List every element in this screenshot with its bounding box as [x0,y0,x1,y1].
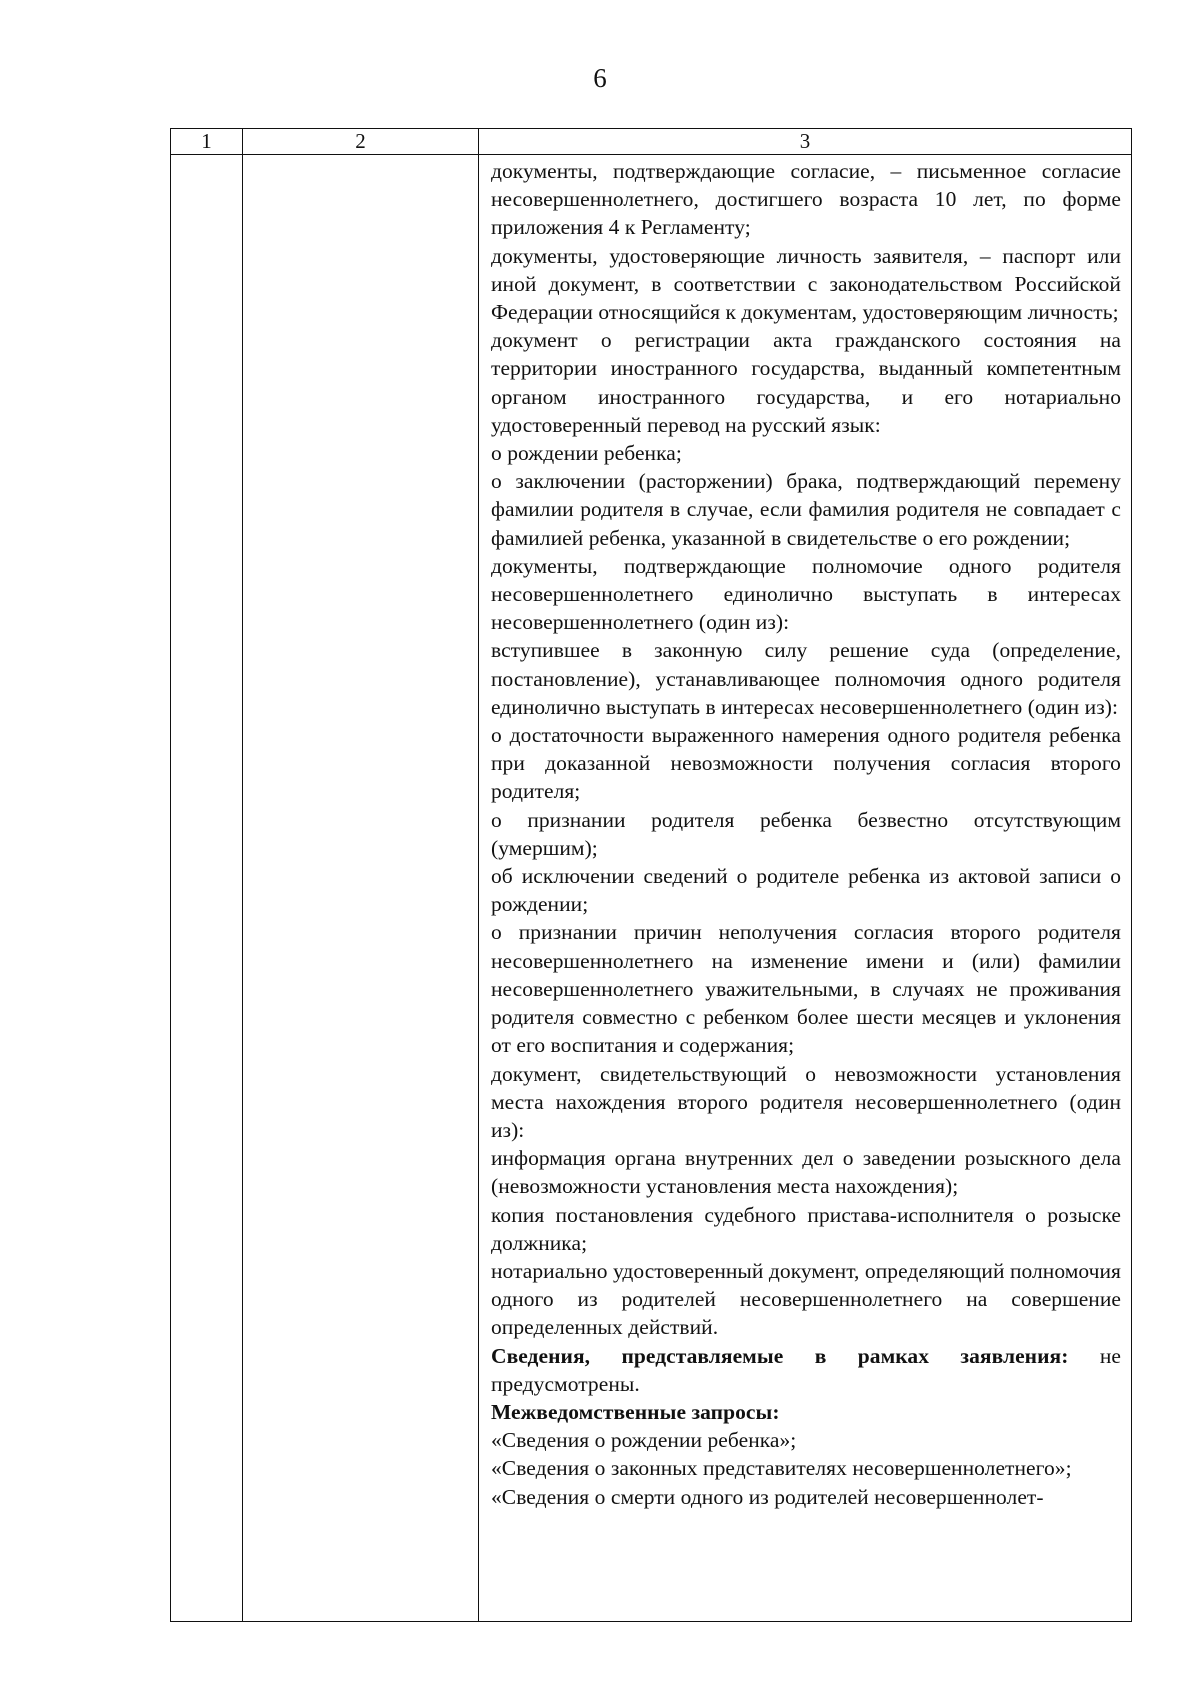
header-col-3: 3 [479,129,1132,155]
paragraph-birth: о рождении ребенка; [491,441,682,466]
paragraph-valid-reasons: о признании причин неполучения согласия второго родителя несовершеннолетнего на изменение имени и (или) фамилии несовершеннолетнего уважительными, в случаях не проживания родителя совместно с ребенком более шести месяцев и уклонения от его воспитания и содержания; [491,920,1121,1058]
header-col-1: 1 [171,129,243,155]
requirements-table [170,128,1132,1622]
table-row [171,155,1132,1622]
header-col-2: 2 [243,129,479,155]
paragraph-foreign-registration: документ о регистрации акта гражданского состояния на территории иностранного государства, выданный компетентным органом иностранного государства, и его нотариально удостоверенный перевод на русский язык: [491,328,1121,437]
paragraph-single-parent-authority: документы, подтверждающие полномочие одного родителя несовершеннолетнего единолично выступать в интересах несовершеннолетнего (один из): [491,553,1121,635]
cell-col-3 [479,155,1132,1622]
application-info-heading: Сведения, представляемые в рамках заявления: [491,1343,1069,1368]
cell-col-1 [171,155,243,1622]
cell-col-2 [243,155,479,1622]
page-number: 6 [593,63,607,93]
paragraph-notarial-document: нотариально удостоверенный документ, определяющий полномочия одного из родителей несовершеннолетнего на совершение определенных действий. [491,1258,1121,1340]
paragraph-police-search: информация органа внутренних дел о заведении розыскного дела (невозможности установления места нахождения); [491,1146,1121,1199]
request-birth-info: «Сведения о рождении ребенка»; [491,1428,797,1453]
table-header [171,129,1132,155]
paragraph-bailiff-order: копия постановления судебного пристава-исполнителя о розыске должника; [491,1202,1121,1255]
paragraph-location-unknown: документ, свидетельствующий о невозможности установления места нахождения второго родителя несовершеннолетнего (один из): [491,1061,1121,1142]
paragraph-court-decision: вступившее в законную силу решение суда (определение, постановление), устанавливающее полномочия одного родителя единолично выступать в интересах несовершеннолетнего (один из): [491,638,1121,719]
request-parent-death: «Сведения о смерти одного из родителей несовершеннолет- [491,1484,1044,1509]
header-row [171,129,1132,155]
paragraph-consent-documents: документы, подтверждающие согласие, – письменное согласие несовершеннолетнего, достигшего возраста 10 лет, по форме приложения 4 к Регламенту; [491,159,1121,240]
request-legal-representatives: «Сведения о законных представителях несовершеннолетнего»; [491,1456,1072,1481]
paragraph-identity-documents: документы, удостоверяющие личность заявителя, – паспорт или иной документ, в соответствии с законодательством Российской Федерации относящийся к документам, удостоверяющим личность; [491,243,1121,325]
paragraph-application-info [491,1342,1121,1398]
paragraph-marriage: о заключении (расторжении) брака, подтверждающий перемену фамилии родителя в случае, если фамилия родителя не совпадает с фамилией ребенка, указанной в свидетельстве о его рождении; [491,469,1121,550]
paragraph-record-exclusion: об исключении сведений о родителе ребенка из актовой записи о рождении; [491,864,1121,917]
application-info-value: не предусмотрены. [491,1343,1121,1396]
paragraph-missing-parent: о признании родителя ребенка безвестно отсутствующим (умершим); [491,807,1121,860]
interagency-requests-heading: Межведомственные запросы: [491,1399,780,1424]
paragraph-sufficient-intent: о достаточности выраженного намерения одного родителя ребенка при доказанной невозможности получения согласия второго родителя; [491,723,1121,804]
